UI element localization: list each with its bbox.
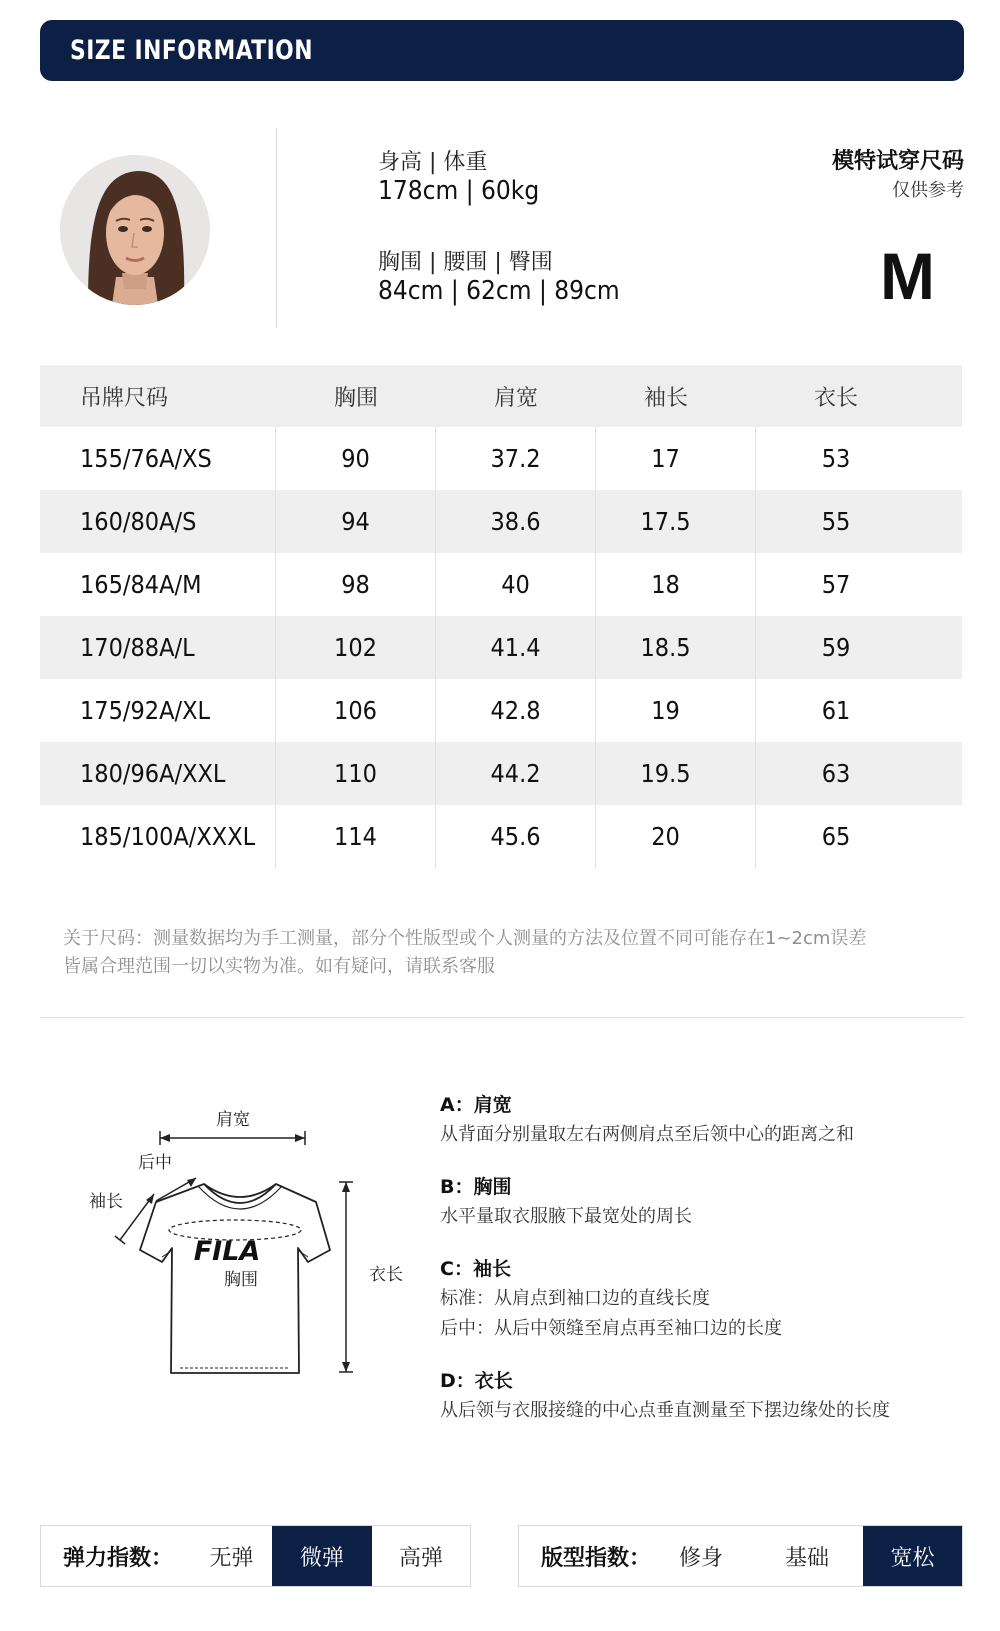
diagram-length-label: 衣长 xyxy=(369,1265,403,1285)
cell-sleeve: 20 xyxy=(596,805,756,868)
fit-option-loose: 宽松 xyxy=(863,1526,962,1586)
cell-sleeve: 19.5 xyxy=(596,742,756,805)
definition-text: 从后领与衣服接缝的中心点垂直测量至下摆边缘处的长度 xyxy=(440,1400,890,1421)
fit-label: 版型指数： xyxy=(541,1545,652,1571)
header-tag-size: 吊牌尺码 xyxy=(80,385,169,411)
definition-title: D：衣长 xyxy=(440,1370,513,1392)
size-note-line2: 皆属合理范围一切以实物为准。如有疑问，请联系客服 xyxy=(63,956,495,977)
definition-text: 后中：从后中领缝至肩点再至袖口边的长度 xyxy=(440,1318,782,1339)
definition-length xyxy=(440,1366,960,1426)
elasticity-index xyxy=(40,1525,471,1587)
cell-shoulder: 37.2 xyxy=(436,427,596,490)
table-row xyxy=(40,427,962,490)
height-weight-value: 178cm | 60kg xyxy=(378,176,540,206)
trial-size-subtitle: 仅供参考 xyxy=(892,180,964,201)
size-table xyxy=(40,365,962,868)
table-row xyxy=(40,805,962,868)
cell-length: 55 xyxy=(821,507,851,536)
elasticity-label: 弹力指数： xyxy=(63,1545,174,1571)
diagram-shoulder-label: 肩宽 xyxy=(216,1110,250,1130)
cell-sleeve: 17 xyxy=(596,427,756,490)
diagram-sleeve-label: 袖长 xyxy=(89,1192,123,1212)
definition-title: C：袖长 xyxy=(440,1258,511,1280)
definition-text: 从背面分别量取左右两侧肩点至后领中心的距离之和 xyxy=(440,1124,854,1145)
cell-sleeve: 17.5 xyxy=(596,490,756,553)
elasticity-option-none: 无弹 xyxy=(209,1545,254,1571)
height-weight-label: 身高 | 体重 xyxy=(378,150,488,175)
header-shoulder: 肩宽 xyxy=(493,385,538,411)
definition-title: A：肩宽 xyxy=(440,1094,512,1116)
cell-length: 65 xyxy=(821,822,851,851)
fit-option-regular: 基础 xyxy=(784,1545,829,1571)
cell-tag-size: 160/80A/S xyxy=(40,490,276,553)
cell-sleeve: 19 xyxy=(596,679,756,742)
trial-size-title: 模特试穿尺码 xyxy=(831,149,964,174)
cell-sleeve: 18.5 xyxy=(596,616,756,679)
cell-shoulder: 45.6 xyxy=(436,805,596,868)
cell-length: 63 xyxy=(821,759,851,788)
header-sleeve: 袖长 xyxy=(643,385,688,411)
cell-length: 59 xyxy=(821,633,851,662)
model-avatar xyxy=(60,155,210,305)
table-row xyxy=(40,616,962,679)
definition-text: 水平量取衣服腋下最宽处的周长 xyxy=(440,1206,692,1227)
cell-shoulder: 38.6 xyxy=(436,490,596,553)
cell-tag-size: 155/76A/XS xyxy=(40,427,276,490)
cell-tag-size: 170/88A/L xyxy=(40,616,276,679)
table-row xyxy=(40,742,962,805)
size-note xyxy=(63,925,963,981)
tshirt-measure-diagram xyxy=(80,1100,420,1420)
body-measure-label: 胸围 | 腰围 | 臀围 xyxy=(378,250,553,275)
cell-tag-size: 185/100A/XXXL xyxy=(40,805,276,868)
definition-chest xyxy=(440,1172,960,1232)
cell-tag-size: 175/92A/XL xyxy=(40,679,276,742)
header-length: 衣长 xyxy=(813,385,858,411)
definition-shoulder xyxy=(440,1090,960,1150)
cell-shoulder: 42.8 xyxy=(436,679,596,742)
table-row xyxy=(40,679,962,742)
fit-option-slim: 修身 xyxy=(678,1545,723,1571)
section-divider xyxy=(40,1017,964,1018)
trial-size-value: M xyxy=(880,239,935,313)
table-row xyxy=(40,553,962,616)
size-info-title: SIZE INFORMATION xyxy=(70,35,313,66)
cell-shoulder: 40 xyxy=(436,553,596,616)
cell-length: 61 xyxy=(821,696,851,725)
model-divider xyxy=(276,128,277,328)
cell-tag-size: 165/84A/M xyxy=(40,553,276,616)
cell-chest: 110 xyxy=(276,742,436,805)
elasticity-option-slight: 微弹 xyxy=(272,1526,372,1586)
cell-sleeve: 18 xyxy=(596,553,756,616)
fit-index xyxy=(518,1525,963,1587)
elasticity-option-high: 高弹 xyxy=(398,1545,443,1571)
cell-length: 53 xyxy=(821,444,851,473)
size-table-header xyxy=(40,365,962,427)
definition-text: 标准：从肩点到袖口边的直线长度 xyxy=(440,1288,710,1309)
diagram-back-center-label: 后中 xyxy=(138,1153,172,1173)
measure-definitions xyxy=(440,1090,960,1448)
cell-length: 57 xyxy=(821,570,851,599)
fila-logo: FILA xyxy=(193,1236,261,1267)
cell-chest: 102 xyxy=(276,616,436,679)
size-info-header xyxy=(40,20,964,81)
diagram-chest-label: 胸围 xyxy=(224,1270,258,1290)
cell-shoulder: 41.4 xyxy=(436,616,596,679)
cell-tag-size: 180/96A/XXL xyxy=(40,742,276,805)
definition-title: B：胸围 xyxy=(440,1176,512,1198)
body-measure-value: 84cm | 62cm | 89cm xyxy=(378,276,620,306)
table-row xyxy=(40,490,962,553)
size-note-line1: 关于尺码：测量数据均为手工测量，部分个性版型或个人测量的方法及位置不同可能存在1~2cm误差 xyxy=(63,928,867,949)
cell-shoulder: 44.2 xyxy=(436,742,596,805)
cell-chest: 94 xyxy=(276,490,436,553)
cell-chest: 114 xyxy=(276,805,436,868)
header-chest: 胸围 xyxy=(333,385,378,411)
definition-sleeve xyxy=(440,1254,960,1344)
cell-chest: 106 xyxy=(276,679,436,742)
cell-chest: 98 xyxy=(276,553,436,616)
cell-chest: 90 xyxy=(276,427,436,490)
